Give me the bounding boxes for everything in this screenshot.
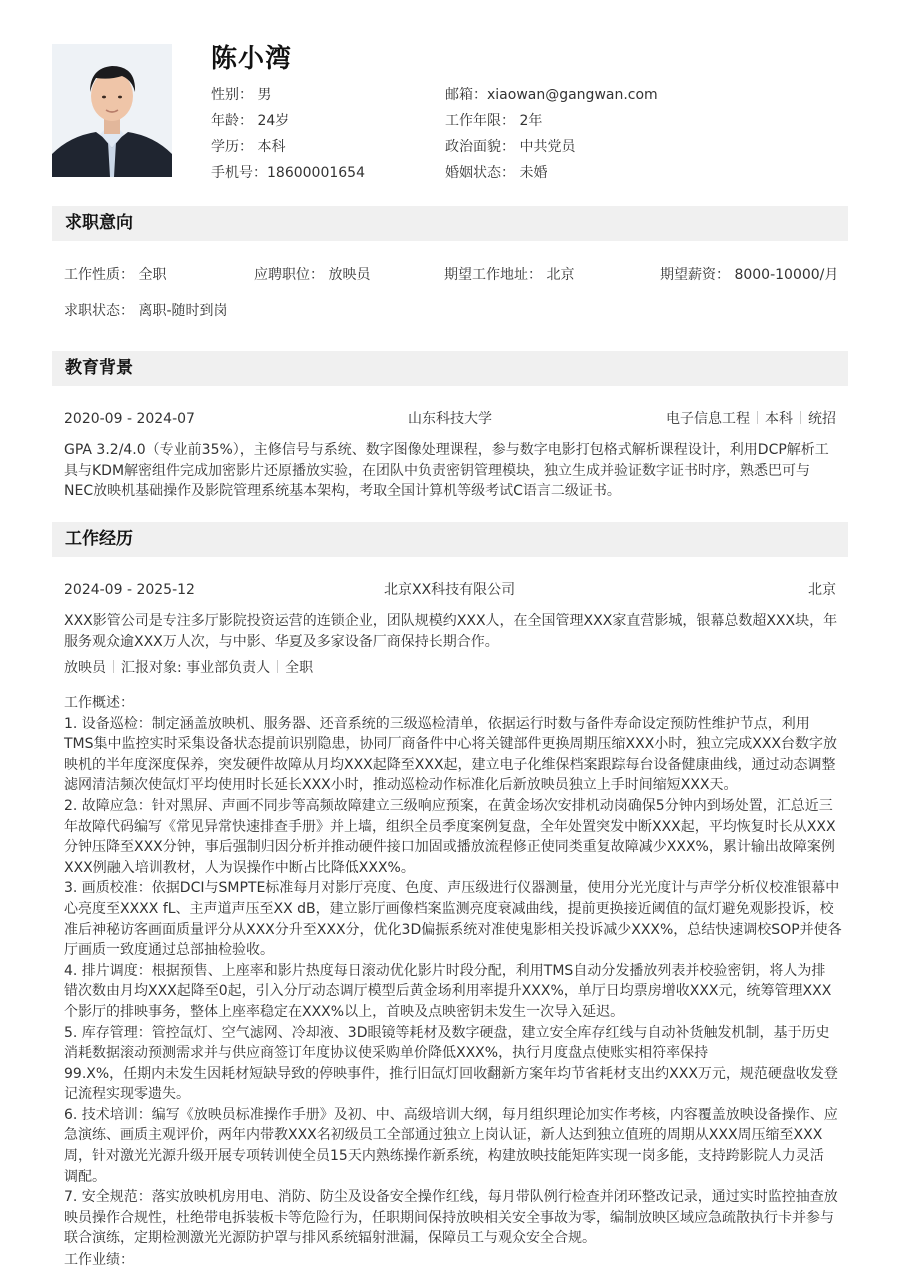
text-line: 周，针对激光光源升级开展专项转训使全员15天内熟练操作新系统，构建放映技能矩阵实现一岗多能，支持跨影院人力灵活 (64, 1148, 824, 1165)
text-line: GPA 3.2/4.0（专业前35%），主修信号与系统、数字图像处理课程，参与数字电影打包格式解析课程设计，利用DCP解析工 (64, 442, 829, 458)
job-report-to: 汇报对象: 事业部负责人 (121, 660, 271, 676)
text-line: 具与KDM解密组件完成加密影片还原播放实验，在团队中负责密钥管理模块，独立生成并验证数字证书时序，熟悉巴可与 (64, 462, 811, 479)
text-line: 急演练、画质主观评价，两年内带教XXX名初级员工全部通过独立上岗认证，新人达到独立值班的周期从XXX周压缩至XXX (64, 1127, 823, 1144)
education-degree: 本科 (765, 411, 793, 427)
text-line: 99.X%，任期内未发生因耗材短缺导致的停映事件，推行旧氙灯回收翻新方案年均节省耗材支出约XXX万元，规范硬盘收发登 (64, 1065, 838, 1082)
text-line: 2. 故障应急：针对黑屏、声画不同步等高频故障建立三级响应预案，在黄金场次安排机动岗确保5分钟内到场处置，汇总近三 (64, 797, 833, 814)
text-line: 1. 设备巡检：制定涵盖放映机、服务器、还音系统的三级巡检清单，依据运行时数与备件寿命设定预防性维护节点，利用 (64, 715, 810, 732)
text-line: 调配。 (64, 1168, 106, 1185)
candidate-name: 陈小湾 (211, 44, 293, 74)
age: 年龄： 24岁 (211, 113, 290, 129)
overview-title: 工作概述： (64, 695, 134, 711)
text-line: 联合演练，定期检测激光光源防护罩与排风系统辐射泄漏，保障员工与观众安全合规。 (64, 1230, 596, 1247)
text-line: 分钟压降至XXX分钟，事后强制归因分析并推动硬件接口加固或播放流程修正使同类重复故障减少XXX%，累计输出故障案例 (64, 839, 835, 856)
section-title: 工作经历 (65, 529, 133, 549)
text-line: 记流程实现零遗失。 (64, 1086, 190, 1103)
text-line: TMS集中监控实时采集设备状态提前识别隐患，协同厂商备件中心将关键部件更换周期压缩XXX小时，独立完成XXX台数字放 (64, 736, 838, 753)
intent-position: 应聘职位： 放映员 (254, 267, 371, 283)
text-line: 6. 技术培训：编写《放映员标准操作手册》及初、中、高级培训大纲，每月组织理论加实作考核，内容覆盖放映设备操作、应 (64, 1106, 838, 1123)
education-description (64, 440, 840, 502)
work-period: 2024-09 - 2025-12 (64, 582, 195, 598)
text-line: 映员操作合规性，杜绝带电拆装板卡等危险行为，任职期间保持放映相关安全事故为零，编制放映区域应急疏散执行卡并参与 (64, 1209, 834, 1226)
text-line: 5. 库存管理：管控氙灯、空气滤网、冷却液、3D眼镜等耗材及数字硬盘，建立安全库存红线与自动补货触发机制，基于历史 (64, 1024, 830, 1041)
marital-status: 婚姻状态： 未婚 (445, 165, 548, 181)
text-line: 消耗数据滚动预测需求并与供应商签订年度协议使采购单价降低XXX%，执行月度盘点使账实相符率保持 (64, 1045, 709, 1062)
text-line: 滤网清洁频次使氙灯平均使用时长延长XXX小时，推动巡检动作标准化后新放映员独立上手时间缩短XXX天。 (64, 777, 738, 794)
phone: 手机号：18600001654 (211, 165, 365, 181)
text-line: 个影厅的排映事务，整体上座率稳定在XXX%以上，首映及点映密钥未发生一次导入延迟。 (64, 1003, 625, 1020)
text-line: NEC放映机基础操作及影院管理系统基本架构，考取全国计算机等级考试C语言二级证书。 (64, 483, 621, 500)
education-period: 2020-09 - 2024-07 (64, 411, 195, 427)
education-type: 统招 (808, 411, 836, 427)
divider (757, 411, 758, 424)
education-major-line (666, 409, 836, 429)
job-employment: 全职 (285, 660, 314, 676)
personal-info (211, 82, 771, 186)
political-status: 政治面貌： 中共党员 (445, 139, 576, 155)
section-title: 教育背景 (65, 358, 133, 378)
intent-salary: 期望薪资： 8000-10000/月 (660, 267, 839, 283)
work-years: 工作年限： 2年 (445, 113, 543, 129)
intent-type: 工作性质： 全职 (64, 267, 167, 283)
info-row (211, 134, 771, 160)
work-company: 北京XX科技有限公司 (384, 582, 516, 598)
text-line: 心亮度至XXXX fL、主声道声压至XX dB，建立影厅画像档案监测亮度衰减曲线，提前更换接近阈值的氙灯避免观影投诉，校 (64, 900, 834, 917)
education-school: 山东科技大学 (408, 411, 492, 427)
intent-status: 求职状态： 离职-随时到岗 (64, 303, 228, 319)
section-header-intent (52, 206, 848, 241)
achievements-title: 工作业绩： (64, 1252, 134, 1268)
email: 邮箱：xiaowan@gangwan.com (445, 87, 658, 103)
text-line: 映机的半年度深度保养，突发硬件故障从月均XXX起降至XXX起，建立电子化维保档案跟踪每台设备健康曲线，通过动态调整 (64, 756, 836, 773)
text-line: 服务观众逾XXX万人次，与中影、华夏及多家设备厂商保持长期合作。 (64, 633, 499, 650)
divider (113, 660, 114, 673)
text-line: 年故障代码编写《常见异常快速排查手册》并上墙，组织全员季度案例复盘，全年处置突发中断XXX起，平均恢复时长从XXX (64, 818, 836, 835)
text-line: XXX影管公司是专注多厅影院投资运营的连锁企业，团队规模约XXX人，在全国管理XXX家直营影城，银幕总数超XXX块，年 (64, 613, 838, 629)
info-row (211, 82, 771, 108)
job-meta (64, 658, 313, 678)
section-header-work (52, 522, 848, 557)
text-line: 4. 排片调度：根据预售、上座率和影片热度每日滚动优化影片时段分配，利用TMS自动分发播放列表并校验密钥，将人为排 (64, 962, 826, 979)
section-header-education (52, 351, 848, 386)
intent-location: 期望工作地址： 北京 (444, 267, 575, 283)
info-row (211, 108, 771, 134)
divider (800, 411, 801, 424)
education-major: 电子信息工程 (666, 411, 750, 427)
text-line: 7. 安全规范：落实放映机房用电、消防、防尘及设备安全操作红线，每月带队例行检查并闭环整改记录，通过实时监控抽查放 (64, 1189, 838, 1206)
info-row (211, 160, 771, 186)
text-line: 错次数由月均XXX起降至0起，引入分厅动态调厅模型后黄金场利用率提升XXX%，单厅日均票房增收XXX元，统筹管理XXX (64, 983, 832, 1000)
work-city: 北京 (808, 582, 836, 598)
work-overview (64, 693, 844, 1249)
section-title: 求职意向 (65, 213, 133, 233)
education-level: 学历： 本科 (211, 139, 286, 155)
company-description (64, 611, 840, 652)
profile-photo-illustration (52, 44, 172, 177)
text-line: 准后神秘访客画面质量评分从XXX分升至XXX分，优化3D偏振系统对准使鬼影相关投诉减少XXX%，总结快速调校SOP并使各 (64, 921, 842, 938)
gender: 性别： 男 (211, 87, 272, 103)
text-line: 3. 画质校准：依据DCI与SMPTE标准每月对影厅亮度、色度、声压级进行仪器测量，使用分光光度计与声学分析仪校准银幕中 (64, 880, 840, 897)
job-role: 放映员 (64, 660, 106, 676)
divider (277, 660, 278, 673)
avatar (52, 44, 172, 177)
text-line: XXX例融入培训教材，人为误操作中断占比降低XXX%。 (64, 859, 415, 876)
text-line: 厅画质一致度通过总部抽检验收。 (64, 942, 274, 959)
